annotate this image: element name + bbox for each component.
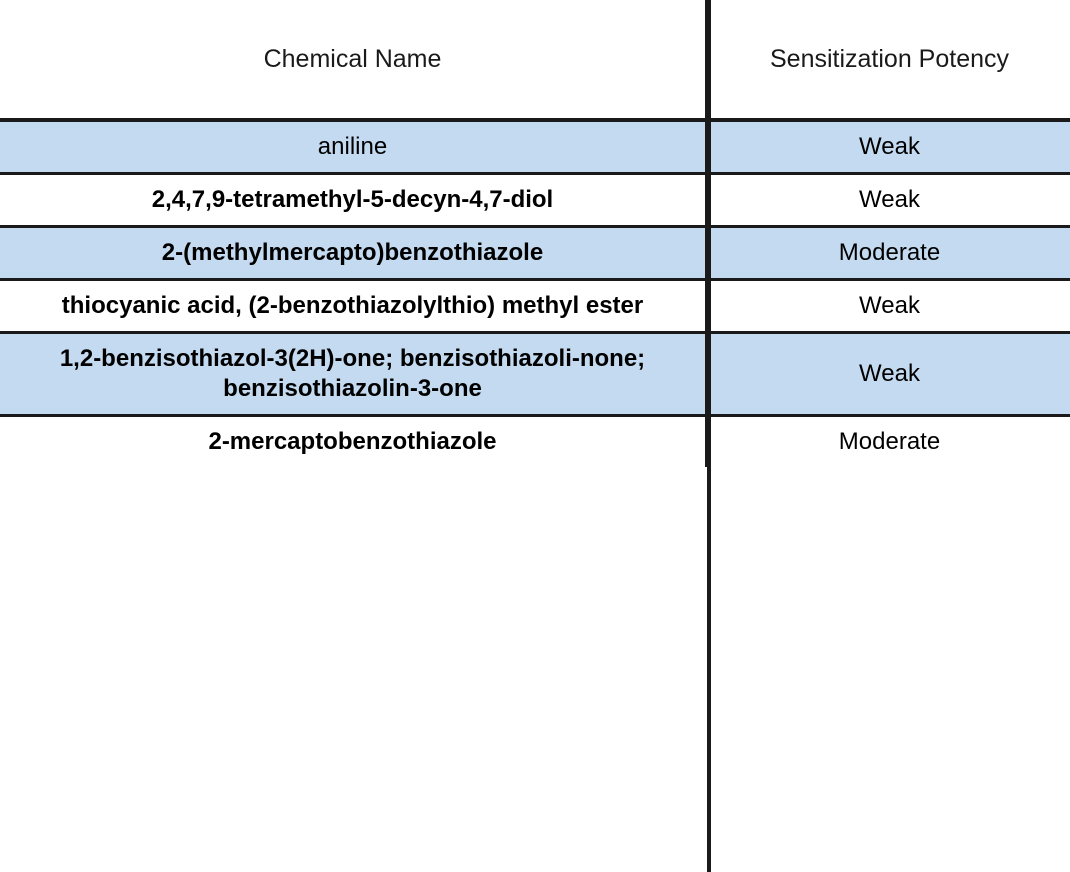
- cell-sensitization-potency: Weak: [707, 333, 1070, 416]
- table-row: [0, 227, 1070, 280]
- column-header-sensitization-potency: Sensitization Potency: [707, 0, 1070, 120]
- cell-sensitization-potency: Weak: [707, 174, 1070, 227]
- cell-chemical-name: 1,2-benzisothiazol-3(2H)-one; benzisothiazoli-none; benzisothiazolin-3-one: [0, 333, 707, 416]
- table-row: [0, 333, 1070, 416]
- column-divider-rule: [707, 0, 711, 872]
- cell-sensitization-potency: Moderate: [707, 227, 1070, 280]
- cell-chemical-name: thiocyanic acid, (2-benzothiazolylthio) methyl ester: [0, 280, 707, 333]
- cell-sensitization-potency: Weak: [707, 120, 1070, 174]
- cell-chemical-name: 2-(methylmercapto)benzothiazole: [0, 227, 707, 280]
- cell-sensitization-potency: Moderate: [707, 416, 1070, 468]
- table-header: [0, 0, 1070, 120]
- table-row: [0, 174, 1070, 227]
- table-header-row: [0, 0, 1070, 120]
- cell-chemical-name: 2-mercaptobenzothiazole: [0, 416, 707, 468]
- table-row: [0, 120, 1070, 174]
- table-row: [0, 280, 1070, 333]
- cell-sensitization-potency: Weak: [707, 280, 1070, 333]
- table-body: [0, 120, 1070, 467]
- cell-chemical-name: 2,4,7,9-tetramethyl-5-decyn-4,7-diol: [0, 174, 707, 227]
- column-header-chemical-name: Chemical Name: [0, 0, 707, 120]
- cell-chemical-name: aniline: [0, 120, 707, 174]
- table-row: [0, 416, 1070, 468]
